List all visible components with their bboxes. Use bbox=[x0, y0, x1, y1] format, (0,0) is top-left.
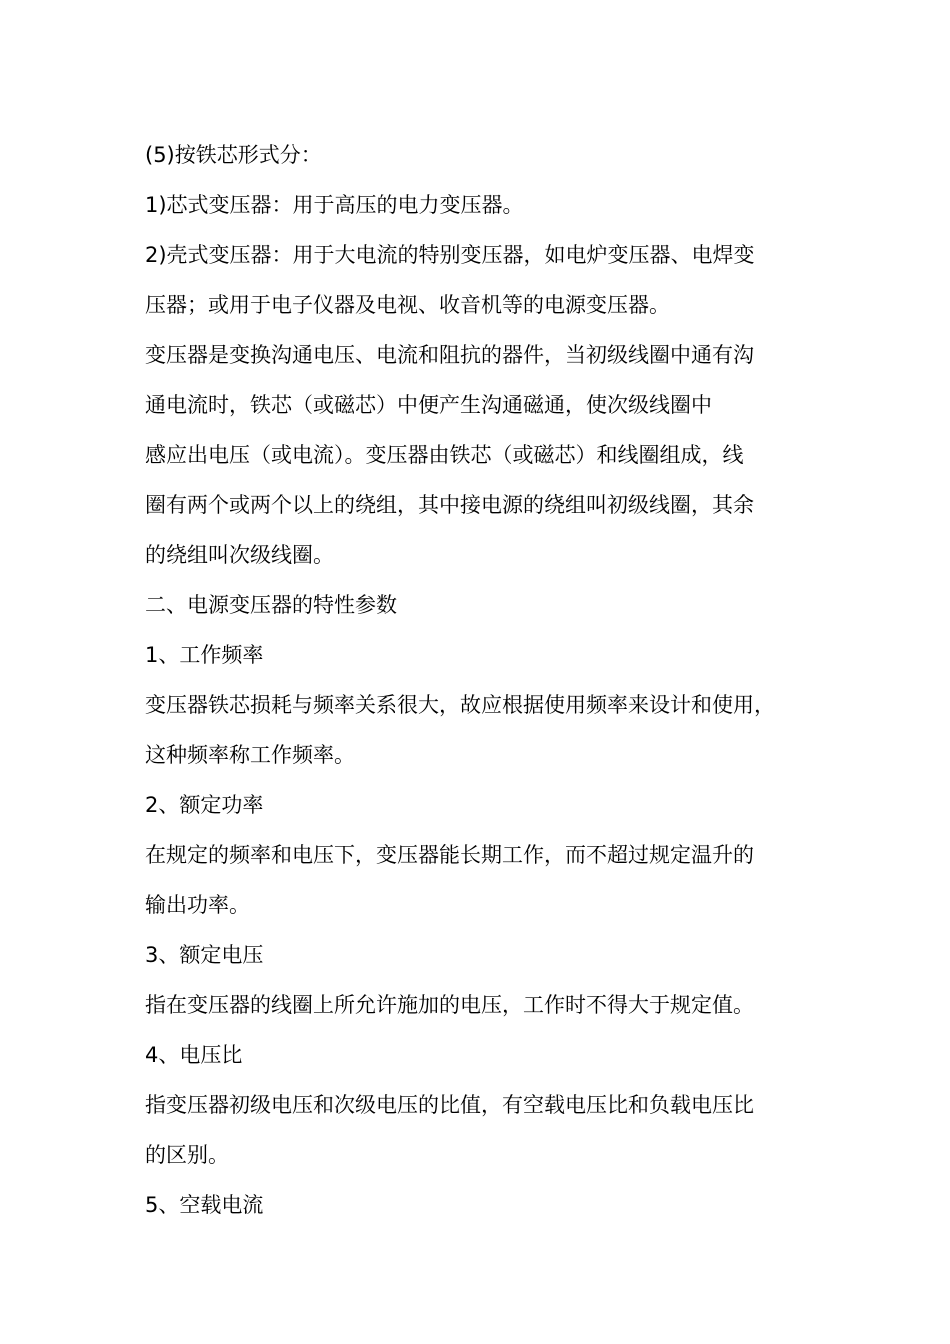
text-line: 2)壳式变压器：用于大电流的特别变压器，如电炉变压器、电焊变 bbox=[145, 243, 755, 267]
text-line: (5)按铁芯形式分： bbox=[145, 143, 322, 167]
subsection-heading: 1、工作频率 bbox=[145, 643, 264, 667]
subsection-heading: 2、额定功率 bbox=[145, 793, 264, 817]
text-line: 感应出电压（或电流）。变压器由铁芯（或磁芯）和线圈组成，线 bbox=[145, 443, 744, 467]
text-line: 变压器是变换沟通电压、电流和阻抗的器件，当初级线圈中通有沟 bbox=[145, 343, 754, 367]
text-line: 指在变压器的线圈上所允许施加的电压，工作时不得大于规定值。 bbox=[145, 993, 754, 1017]
text-line: 1)芯式变压器：用于高压的电力变压器。 bbox=[145, 193, 524, 217]
text-line: 的绕组叫次级线圈。 bbox=[145, 543, 334, 567]
subsection-heading: 3、额定电压 bbox=[145, 943, 264, 967]
text-line: 的区别。 bbox=[145, 1143, 229, 1167]
text-line: 圈有两个或两个以上的绕组，其中接电源的绕组叫初级线圈，其余 bbox=[145, 493, 754, 517]
text-line: 变压器铁芯损耗与频率关系很大，故应根据使用频率来设计和使用， bbox=[145, 693, 775, 717]
text-line: 压器；或用于电子仪器及电视、收音机等的电源变压器。 bbox=[145, 293, 670, 317]
text-line: 通电流时，铁芯（或磁芯）中便产生沟通磁通，使次级线圈中 bbox=[145, 393, 712, 417]
text-line: 这种频率称工作频率。 bbox=[145, 743, 355, 767]
section-heading: 二、电源变压器的特性参数 bbox=[145, 593, 397, 617]
subsection-heading: 5、空载电流 bbox=[145, 1193, 264, 1217]
text-line: 指变压器初级电压和次级电压的比值，有空载电压比和负载电压比 bbox=[145, 1093, 754, 1117]
text-line: 在规定的频率和电压下，变压器能长期工作，而不超过规定温升的 bbox=[145, 843, 754, 867]
text-line: 输出功率。 bbox=[145, 893, 250, 917]
document-body bbox=[145, 130, 810, 1230]
subsection-heading: 4、电压比 bbox=[145, 1043, 243, 1067]
